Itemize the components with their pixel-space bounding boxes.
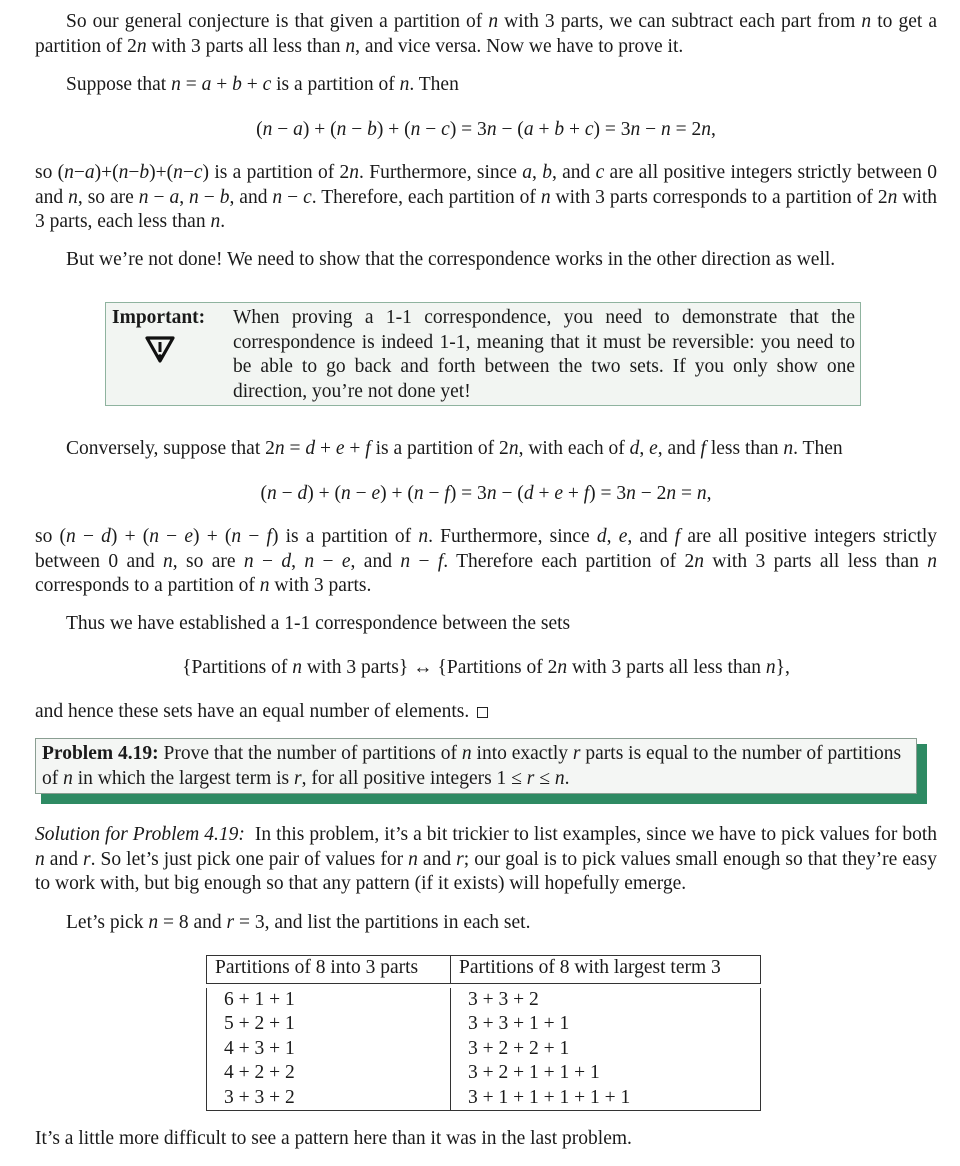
qed-square-icon xyxy=(477,707,488,718)
paragraph-forward-proof: so (n−a)+(n−b)+(n−c) is a partition of 2n. Furthermore, since a, b, and c are all positive integers strictly between 0 and n, so are n − a, n − b, and n − c. Therefore, each partition of n with 3 parts corresponds to a partition of 2n with 3 parts, each less than n. xyxy=(35,162,938,232)
table-cell: 4 + 3 + 1 xyxy=(207,1037,451,1062)
conclusion-text: and hence these sets have an equal number of elements. xyxy=(35,701,470,722)
table-cell: 4 + 2 + 2 xyxy=(207,1061,451,1086)
table-cell: 3 + 2 + 2 + 1 xyxy=(451,1037,761,1062)
table-cell: 3 + 3 + 2 xyxy=(451,988,761,1013)
important-label: Important: xyxy=(112,307,206,328)
table-row xyxy=(207,1086,761,1111)
table-header-row xyxy=(207,956,761,984)
paragraph-conjecture: So our general conjecture is that given a partition of n with 3 parts, we can subtract each part from n to get a partition of 2n with 3 parts all less than n, and vice versa. Now we have to prove it. xyxy=(35,11,937,57)
table-cell: 3 + 1 + 1 + 1 + 1 + 1 xyxy=(451,1086,761,1111)
table-cell: 3 + 3 + 1 + 1 xyxy=(451,1012,761,1037)
table-header: Partitions of 8 into 3 parts xyxy=(207,956,451,984)
paragraph-conversely: Conversely, suppose that 2n = d + e + f is a partition of 2n, with each of d, e, and f less than n. Then xyxy=(66,438,843,459)
partitions-table xyxy=(206,955,761,1111)
table-cell: 3 + 3 + 2 xyxy=(207,1086,451,1111)
paragraph-conclusion xyxy=(35,700,937,725)
table-row xyxy=(207,1061,761,1086)
table-row xyxy=(207,1012,761,1037)
equation-correspondence: {Partitions of n with 3 parts} ↔ {Partitions of 2n with 3 parts all less than n}, xyxy=(182,657,790,678)
paragraph-suppose: Suppose that n = a + b + c is a partition of n. Then xyxy=(66,74,459,95)
paragraph-not-done: But we’re not done! We need to show that the correspondence works in the other direction as well. xyxy=(66,249,836,270)
equation-reverse: (n − d) + (n − e) + (n − f) = 3n − (d + e + f) = 3n − 2n = n, xyxy=(260,483,712,504)
paragraph-established: Thus we have established a 1-1 correspondence between the sets xyxy=(66,613,571,634)
table-cell: 6 + 1 + 1 xyxy=(207,988,451,1013)
solution-label: Solution for Problem 4.19: xyxy=(35,824,245,845)
important-callout xyxy=(105,302,861,406)
table-row xyxy=(207,1037,761,1062)
equation-forward: (n − a) + (n − b) + (n − c) = 3n − (a + b + c) = 3n − n = 2n, xyxy=(256,119,716,140)
table-row xyxy=(207,988,761,1013)
table-header: Partitions of 8 with largest term 3 xyxy=(451,956,761,984)
table-cell: 3 + 2 + 1 + 1 + 1 xyxy=(451,1061,761,1086)
paragraph-reverse-proof: so (n − d) + (n − e) + (n − f) is a partition of n. Furthermore, since d, e, and f are all positive integers strictly between 0 and n, so are n − d, n − e, and n − f. Therefore each partition of 2n with 3 parts all less than n corresponds to a partition of n with 3 parts. xyxy=(35,526,938,596)
problem-label: Problem 4.19: xyxy=(42,743,159,764)
paragraph-solution: Solution for Problem 4.19: In this problem, it’s a bit trickier to list examples, since we have to pick values for both n and r. So let’s just pick one pair of values for n and r; our goal is to pick values small enough so that they’re easy to work with, but big enough so that any pattern (if it exists) will hopefully emerge. xyxy=(35,824,938,894)
paragraph-difficult: It’s a little more difficult to see a pattern here than it was in the last problem. xyxy=(35,1128,632,1149)
table-cell: 5 + 2 + 1 xyxy=(207,1012,451,1037)
problem-box: Problem 4.19: Prove that the number of partitions of n into exactly r parts is equal to the number of partitions of n in which the largest term is r, for all positive integers 1 ≤ r ≤ n. xyxy=(35,738,917,794)
important-text: When proving a 1-1 correspondence, you need to demonstrate that the correspondence is indeed 1-1, meaning that it must be reversible: you need to be able to go back and forth between the two sets. If you only show one direction, you’re not done yet! xyxy=(233,307,855,402)
warning-triangle-icon xyxy=(144,334,176,364)
paragraph-pick: Let’s pick n = 8 and r = 3, and list the partitions in each set. xyxy=(66,912,531,933)
